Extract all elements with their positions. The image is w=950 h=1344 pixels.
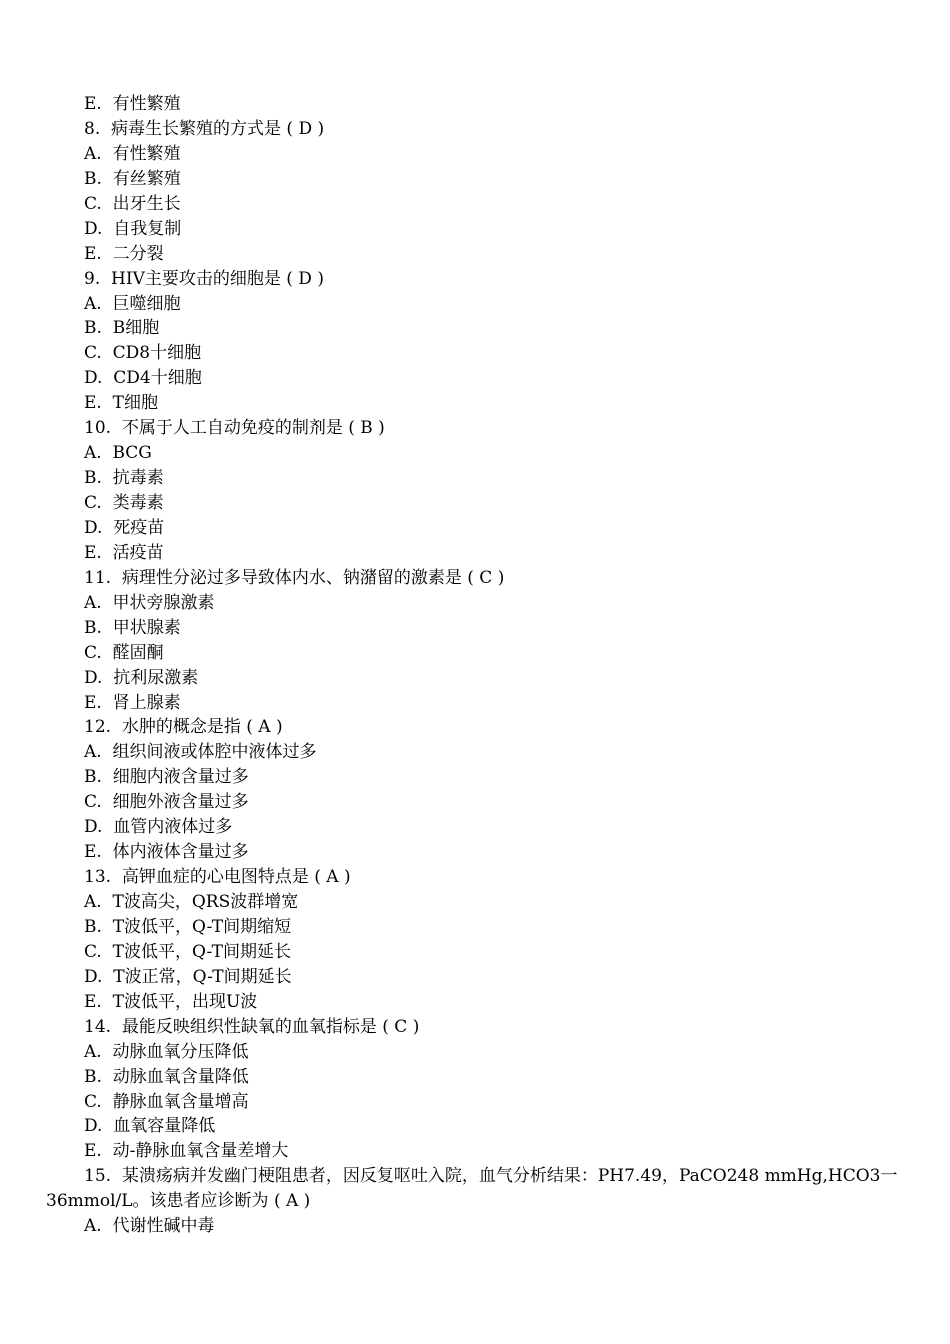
text-line: B. 细胞内液含量过多 (84, 767, 249, 788)
text-line: D. CD4十细胞 (84, 368, 202, 389)
text-line: E. 体内液体含量过多 (84, 842, 249, 863)
text-line: C. T波低平，Q-T间期延长 (84, 941, 291, 962)
text-line: B. 抗毒素 (84, 468, 164, 489)
text-line: C. 静脉血氧含量增高 (84, 1091, 249, 1112)
text-line: A. BCG (84, 443, 152, 464)
text-line: 13. 高钾血症的心电图特点是 ( A ) (84, 867, 351, 888)
text-line: E. T波低平，出现U波 (84, 991, 258, 1012)
question-15-stem-line-2: 36mmol/L。该患者应诊断为 ( A ) (46, 1191, 311, 1212)
text-line: 10. 不属于人工自动免疫的制剂是 ( B ) (84, 418, 385, 439)
text-line: 8. 病毒生长繁殖的方式是 ( D ) (84, 118, 325, 139)
text-line: E. T细胞 (84, 393, 158, 414)
text-line: E. 二分裂 (84, 243, 164, 264)
text-line: E. 有性繁殖 (84, 94, 181, 114)
text-line: D. 死疫苗 (84, 517, 165, 538)
text-line: A. T波高尖，QRS波群增宽 (84, 892, 299, 912)
text-line: D. 血氧容量降低 (84, 1116, 216, 1137)
text-line: A. 甲状旁腺激素 (84, 592, 215, 613)
text-line: 11. 病理性分泌过多导致体内水、钠潴留的激素是 ( C ) (84, 567, 505, 588)
text-line: 9. HIV主要攻击的细胞是 ( D ) (84, 268, 324, 289)
text-line: B. B细胞 (84, 318, 160, 339)
text-line: C. 醛固酮 (84, 642, 164, 663)
text-line: A. 动脉血氧分压降低 (84, 1041, 249, 1062)
text-line: E. 活疫苗 (84, 542, 164, 563)
text-line: C. 类毒素 (84, 493, 164, 513)
text-line: E. 肾上腺素 (84, 692, 181, 713)
question-15-stem-line-1: 15. 某溃疡病并发幽门梗阻患者，因反复呕吐入院，血气分析结果：PH7.49，PaCO248 mmHg,HCO3一 (84, 1166, 898, 1187)
text-line: D. T波正常，Q-T间期延长 (84, 966, 292, 987)
text-line: C. CD8十细胞 (84, 343, 202, 364)
text-line: D. 自我复制 (84, 218, 182, 239)
text-line: 14. 最能反映组织性缺氧的血氧指标是 ( C ) (84, 1016, 420, 1037)
text-line: D. 抗利尿激素 (84, 667, 199, 688)
text-line: A. 有性繁殖 (84, 143, 181, 164)
text-line: C. 出牙生长 (84, 193, 181, 214)
document-page (0, 92, 950, 1239)
question-list (0, 92, 950, 1164)
text-line: D. 血管内液体过多 (84, 817, 233, 838)
text-line: A. 巨噬细胞 (84, 293, 181, 314)
text-line: B. 动脉血氧含量降低 (84, 1066, 249, 1087)
text-line: B. T波低平，Q-T间期缩短 (84, 916, 292, 937)
question-15-option-a: A. 代谢性碱中毒 (84, 1216, 215, 1237)
text-line: E. 动-静脉血氧含量差增大 (84, 1141, 289, 1162)
text-line: 12. 水肿的概念是指 ( A ) (84, 717, 283, 738)
text-line: A. 组织间液或体腔中液体过多 (84, 742, 317, 763)
text-line: B. 有丝繁殖 (84, 168, 181, 189)
text-line: B. 甲状腺素 (84, 617, 181, 638)
text-line: C. 细胞外液含量过多 (84, 792, 249, 813)
